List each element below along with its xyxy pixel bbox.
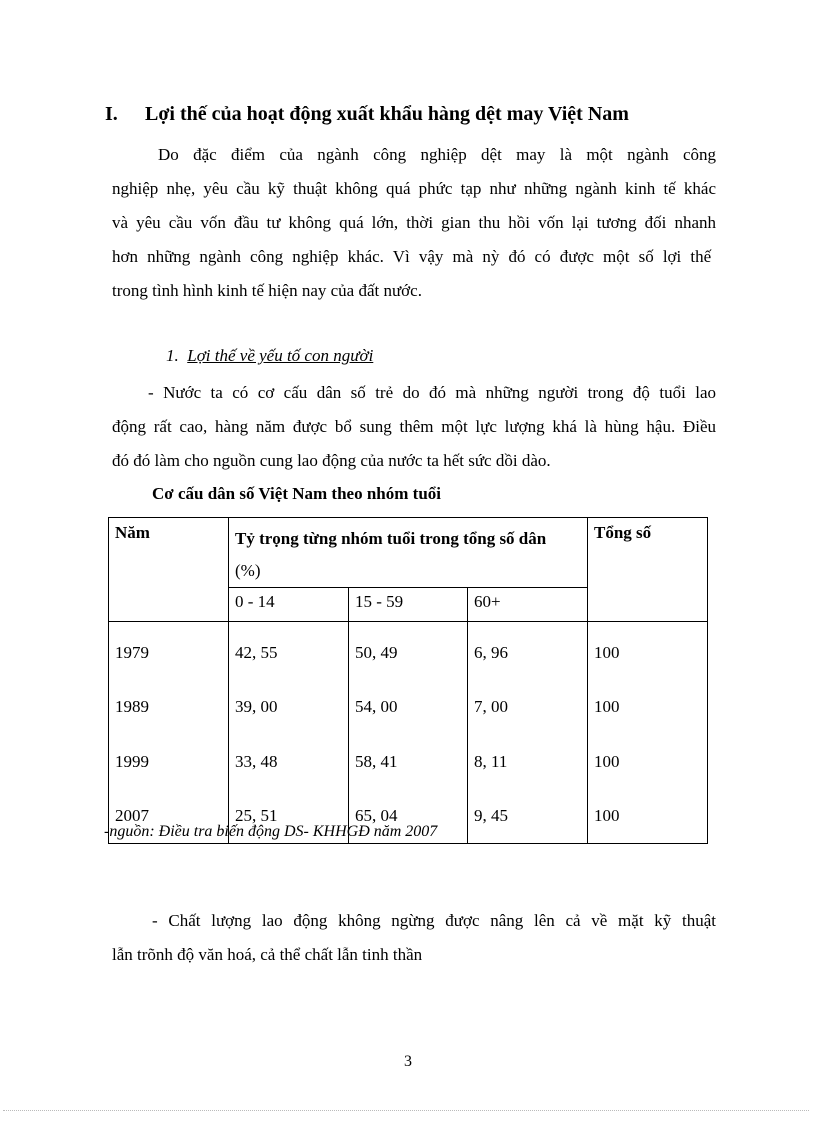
paragraph-line: - Nước ta có cơ cấu dân số trẻ do đó mà những người trong độ tuổi lao (148, 383, 716, 402)
cell-value: 54, 00 (355, 697, 398, 717)
cell-value: 8, 11 (474, 751, 508, 771)
people-paragraph (112, 376, 716, 478)
cell-value: 58, 41 (355, 751, 398, 771)
paragraph-line: động rất cao, hàng năm được bổ sung thêm một lực lượng khá là hùng hậu. Điều (112, 417, 716, 436)
table-source: -nguồn: Điều tra biến động DS- KHHGĐ năm 2007 (104, 823, 438, 840)
section-number: I. (105, 103, 118, 125)
cell-value: 6, 96 (474, 643, 508, 662)
cell-value: 9, 45 (474, 805, 508, 825)
section-title: Lợi thế của hoạt động xuất khẩu hàng dệt may Việt Nam (145, 103, 629, 125)
paragraph-line: trong tình hình kinh tế hiện nay của đất nước. (112, 281, 422, 300)
header-age-15-59: 15 - 59 (349, 588, 468, 622)
paragraph-line: nghiệp nhẹ, yêu cầu kỹ thuật không quá phức tạp như những ngành kinh tế khác (112, 179, 716, 198)
cell-value: 42, 55 (235, 643, 278, 662)
cell-value: 50, 49 (355, 643, 398, 662)
header-age-60: 60+ (468, 588, 588, 622)
cell-total: 100 (594, 697, 620, 717)
page-bottom-border (3, 1110, 809, 1111)
header-share-label: Tỷ trọng từng nhóm tuổi trong tổng số dân (235, 529, 547, 548)
cell-value: 65, 04 (355, 805, 398, 825)
table-header-row (109, 518, 708, 588)
paragraph-line: - Chất lượng lao động không ngừng được nâng lên cả về mặt kỹ thuật (152, 911, 716, 930)
age-60-column (468, 622, 588, 844)
age-15-59-column (349, 622, 468, 844)
subsection-number: 1. (166, 346, 179, 365)
quality-paragraph (112, 904, 716, 972)
header-share-unit: (%) (235, 561, 261, 580)
paragraph-line: Do đặc điểm của ngành công nghiệp dệt may là một ngành công (158, 145, 716, 164)
paragraph-line: lẫn trõnh độ văn hoá, cả thể chất lẫn tinh thần (112, 945, 423, 964)
header-age-0-14: 0 - 14 (229, 588, 349, 622)
cell-value: 33, 48 (235, 751, 278, 771)
table-row (109, 622, 708, 844)
cell-year: 1989 (115, 697, 149, 717)
page-number: 3 (404, 1053, 412, 1070)
total-column (588, 622, 708, 844)
subsection-title: Lợi thế về yếu tố con người (187, 346, 374, 365)
cell-total: 100 (594, 805, 620, 825)
paragraph-line: đó đó làm cho nguồn cung lao động của nước ta hết sức dồi dào. (112, 451, 551, 470)
paragraph-line: và yêu cầu vốn đầu tư không quá lớn, thời gian thu hồi vốn lại tương đối nhanh (112, 213, 716, 232)
intro-paragraph (112, 138, 716, 308)
header-total: Tổng số (588, 518, 708, 622)
section-heading (105, 103, 629, 126)
cell-value: 7, 00 (474, 697, 508, 717)
paragraph-line: hơn những ngành công nghiệp khác. Vì vậy mà nỳ đó có được một số lợi thế (112, 247, 712, 266)
age-0-14-column (229, 622, 349, 844)
cell-value: 39, 00 (235, 697, 278, 717)
subsection-heading (166, 346, 373, 366)
header-year: Năm (109, 518, 229, 622)
table-title: Cơ cấu dân số Việt Nam theo nhóm tuổi (152, 484, 441, 503)
cell-total: 100 (594, 751, 620, 771)
year-column (109, 622, 229, 844)
cell-value: 25, 51 (235, 805, 278, 825)
cell-year: 1999 (115, 751, 149, 771)
cell-total: 100 (594, 643, 620, 662)
population-table (108, 517, 708, 844)
cell-year: 1979 (115, 643, 149, 662)
cell-year: 2007 (115, 805, 149, 825)
header-share (229, 518, 588, 588)
